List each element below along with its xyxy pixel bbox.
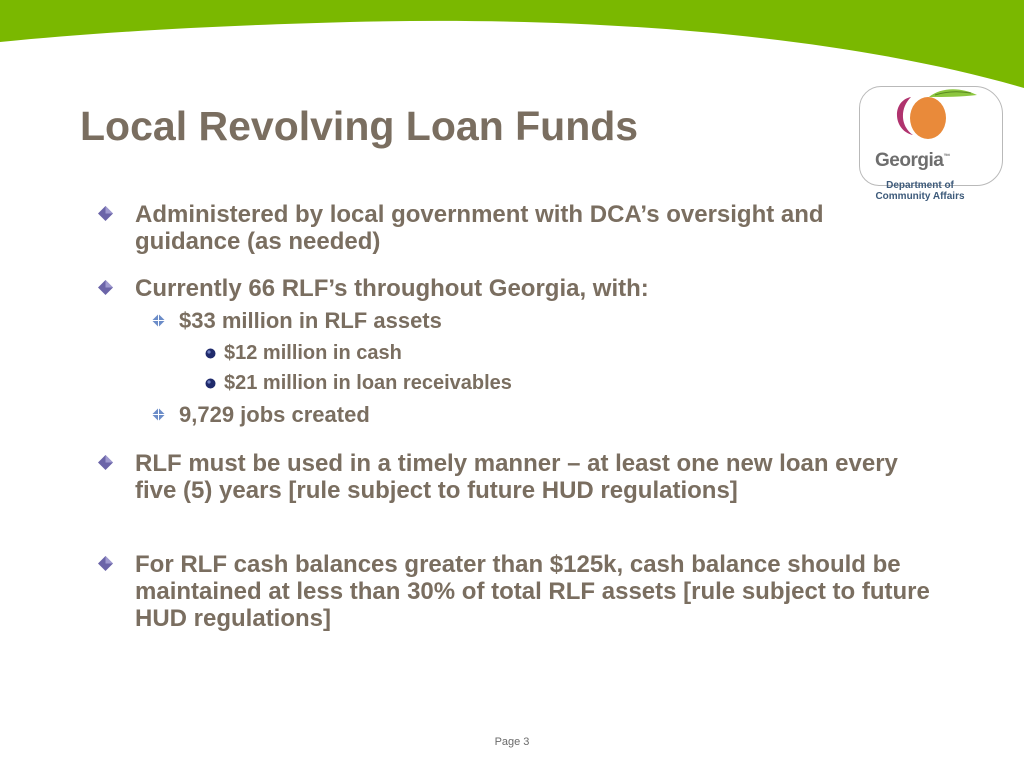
sub-sub-bullet-item: $21 million in loan receivables [224, 372, 512, 394]
slide-title: Local Revolving Loan Funds [80, 103, 639, 149]
sub-sub-bullet-item: $12 million in cash [224, 342, 402, 364]
diamond-bullet-icon [98, 455, 113, 470]
bullet-item: Currently 66 RLF’s throughout Georgia, with: [135, 275, 649, 302]
logo-wordmark: Georgia™ [875, 150, 950, 171]
peach-icon [885, 83, 985, 153]
georgia-dca-logo [855, 80, 1010, 205]
sub-bullet-item: 9,729 jobs created [179, 402, 370, 427]
sub-bullet-item: $33 million in RLF assets [179, 308, 442, 333]
bullet-item: For RLF cash balances greater than $125k, cash balance should be maintained at less than 30% of total RLF assets [rule subject to future HUD regulations] [135, 551, 930, 632]
diamond-bullet-icon [98, 280, 113, 295]
bullet-item: RLF must be used in a timely manner – at least one new loan every five (5) years [rule subject to future HUD regulations] [135, 450, 898, 504]
dot-bullet-icon [205, 378, 216, 389]
small-diamond-bullet-icon [152, 408, 165, 421]
diamond-bullet-icon [98, 556, 113, 571]
diamond-bullet-icon [98, 206, 113, 221]
top-green-band [0, 0, 1024, 90]
logo-subtitle: Department of Community Affairs [875, 180, 965, 202]
page-number: Page 3 [494, 736, 530, 748]
small-diamond-bullet-icon [152, 314, 165, 327]
dot-bullet-icon [205, 348, 216, 359]
bullet-item: Administered by local government with DCA’s oversight and guidance (as needed) [135, 201, 824, 255]
